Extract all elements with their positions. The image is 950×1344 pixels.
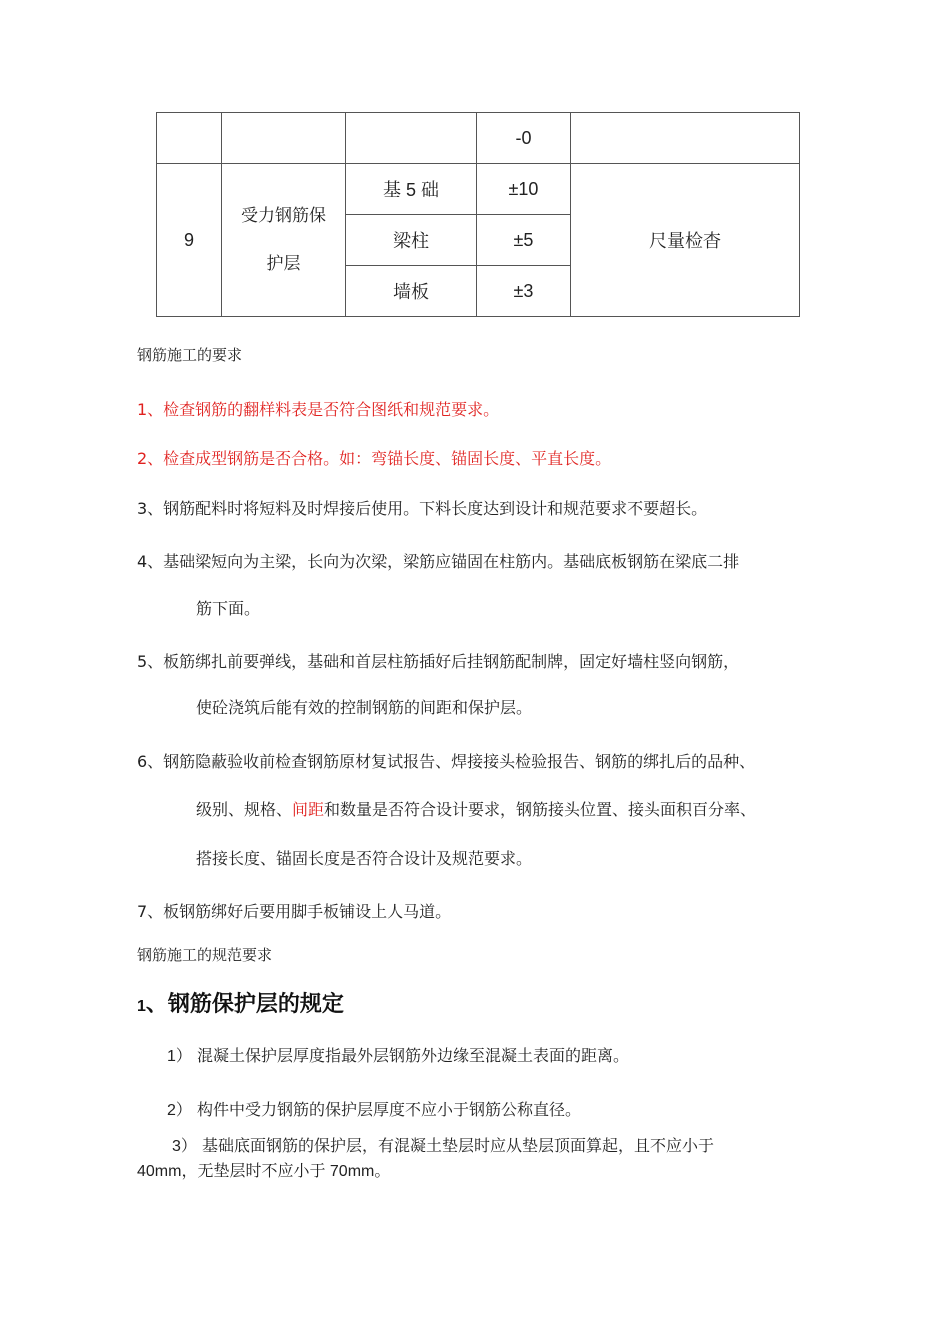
- tolerance-table: [156, 112, 800, 317]
- table-cell-item: [222, 164, 346, 317]
- table-cell-tolerance: ±3: [477, 266, 571, 317]
- rule-text: 混凝土保护层厚度指最外层钢筋外边缘至混凝土表面的距离。: [197, 1046, 630, 1065]
- rule-text: 基础底面钢筋的保护层，有混凝土垫层时应从垫层顶面算起，且不应小于: [202, 1136, 715, 1155]
- requirement-4-line1: 4、基础梁短向为主梁，长向为次梁，梁筋应锚固在柱筋内。基础底板钢筋在梁底二排: [137, 552, 740, 571]
- requirement-5-line2: 使砼浇筑后能有效的控制钢筋的间距和保护层。: [196, 698, 533, 717]
- table-cell-part: 墙板: [346, 266, 477, 317]
- rule-3: [172, 1133, 714, 1156]
- requirement-6-line2: [196, 797, 756, 820]
- table-cell-method: 尺量检杳: [571, 164, 800, 317]
- table-cell: [157, 113, 222, 164]
- rule-number: 3）: [172, 1138, 197, 1155]
- requirement-5-line1: 5、板筋绑扎前要弹线，基础和首层柱筋插好后挂钢筋配制牌，固定好墙柱竖向钢筋，: [137, 652, 740, 671]
- requirement-3: 3、钢筋配料时将短料及时焊接后使用。下料长度达到设计和规范要求不要超长。: [137, 499, 708, 518]
- table-cell-part: 梁柱: [346, 215, 477, 266]
- heading-cover-rules: [137, 987, 344, 1018]
- section-title-standards: 钢筋施工的规范要求: [137, 946, 273, 964]
- table-cell: [346, 113, 477, 164]
- table-cell-tolerance: -0: [477, 113, 571, 164]
- requirement-6-line1: 6、钢筋隐蔽验收前检查钢筋原材复试报告、焊接接头检验报告、钢筋的绑扎后的品种、: [137, 752, 756, 771]
- table-cell-tolerance: ±5: [477, 215, 571, 266]
- rule-2: [167, 1097, 581, 1120]
- requirement-6-line3: 搭接长度、锚固长度是否符合设计及规范要求。: [196, 849, 533, 868]
- table-cell-no: 9: [157, 164, 222, 317]
- rule-text: 构件中受力钢筋的保护层厚度不应小于钢筋公称直径。: [197, 1100, 582, 1119]
- item-line1: 受力钢筋保: [241, 206, 326, 225]
- rule-number: 1）: [167, 1048, 192, 1065]
- table-cell: [222, 113, 346, 164]
- rule-number: 2）: [167, 1102, 192, 1119]
- table-cell-tolerance: ±10: [477, 164, 571, 215]
- table-cell-part: 基 5 础: [346, 164, 477, 215]
- item-line2: 护层: [266, 254, 301, 273]
- requirement-2: 2、检查成型钢筋是否合格。如：弯锚长度、锚固长度、平直长度。: [137, 449, 612, 468]
- requirement-6-text: 级别、规格、: [196, 800, 293, 819]
- requirement-7: 7、板钢筋绑好后要用脚手板铺设上人马道。: [137, 902, 452, 921]
- rule-3-continuation: 40mm，无垫层时不应小于 70mm。: [137, 1163, 391, 1180]
- requirement-1: 1、检查钢筋的翻样料表是否符合图纸和规范要求。: [137, 400, 500, 419]
- heading-number: 1: [137, 998, 146, 1015]
- requirement-6-highlight: 间距: [292, 800, 325, 819]
- table-cell: [571, 113, 800, 164]
- heading-text: 、钢筋保护层的规定: [145, 992, 344, 1017]
- requirement-6-text: 和数量是否符合设计要求，钢筋接头位置、接头面积百分率、: [324, 800, 757, 819]
- requirement-4-line2: 筋下面。: [196, 599, 261, 618]
- rule-1: [167, 1043, 629, 1066]
- section-title-requirements: 钢筋施工的要求: [137, 346, 243, 364]
